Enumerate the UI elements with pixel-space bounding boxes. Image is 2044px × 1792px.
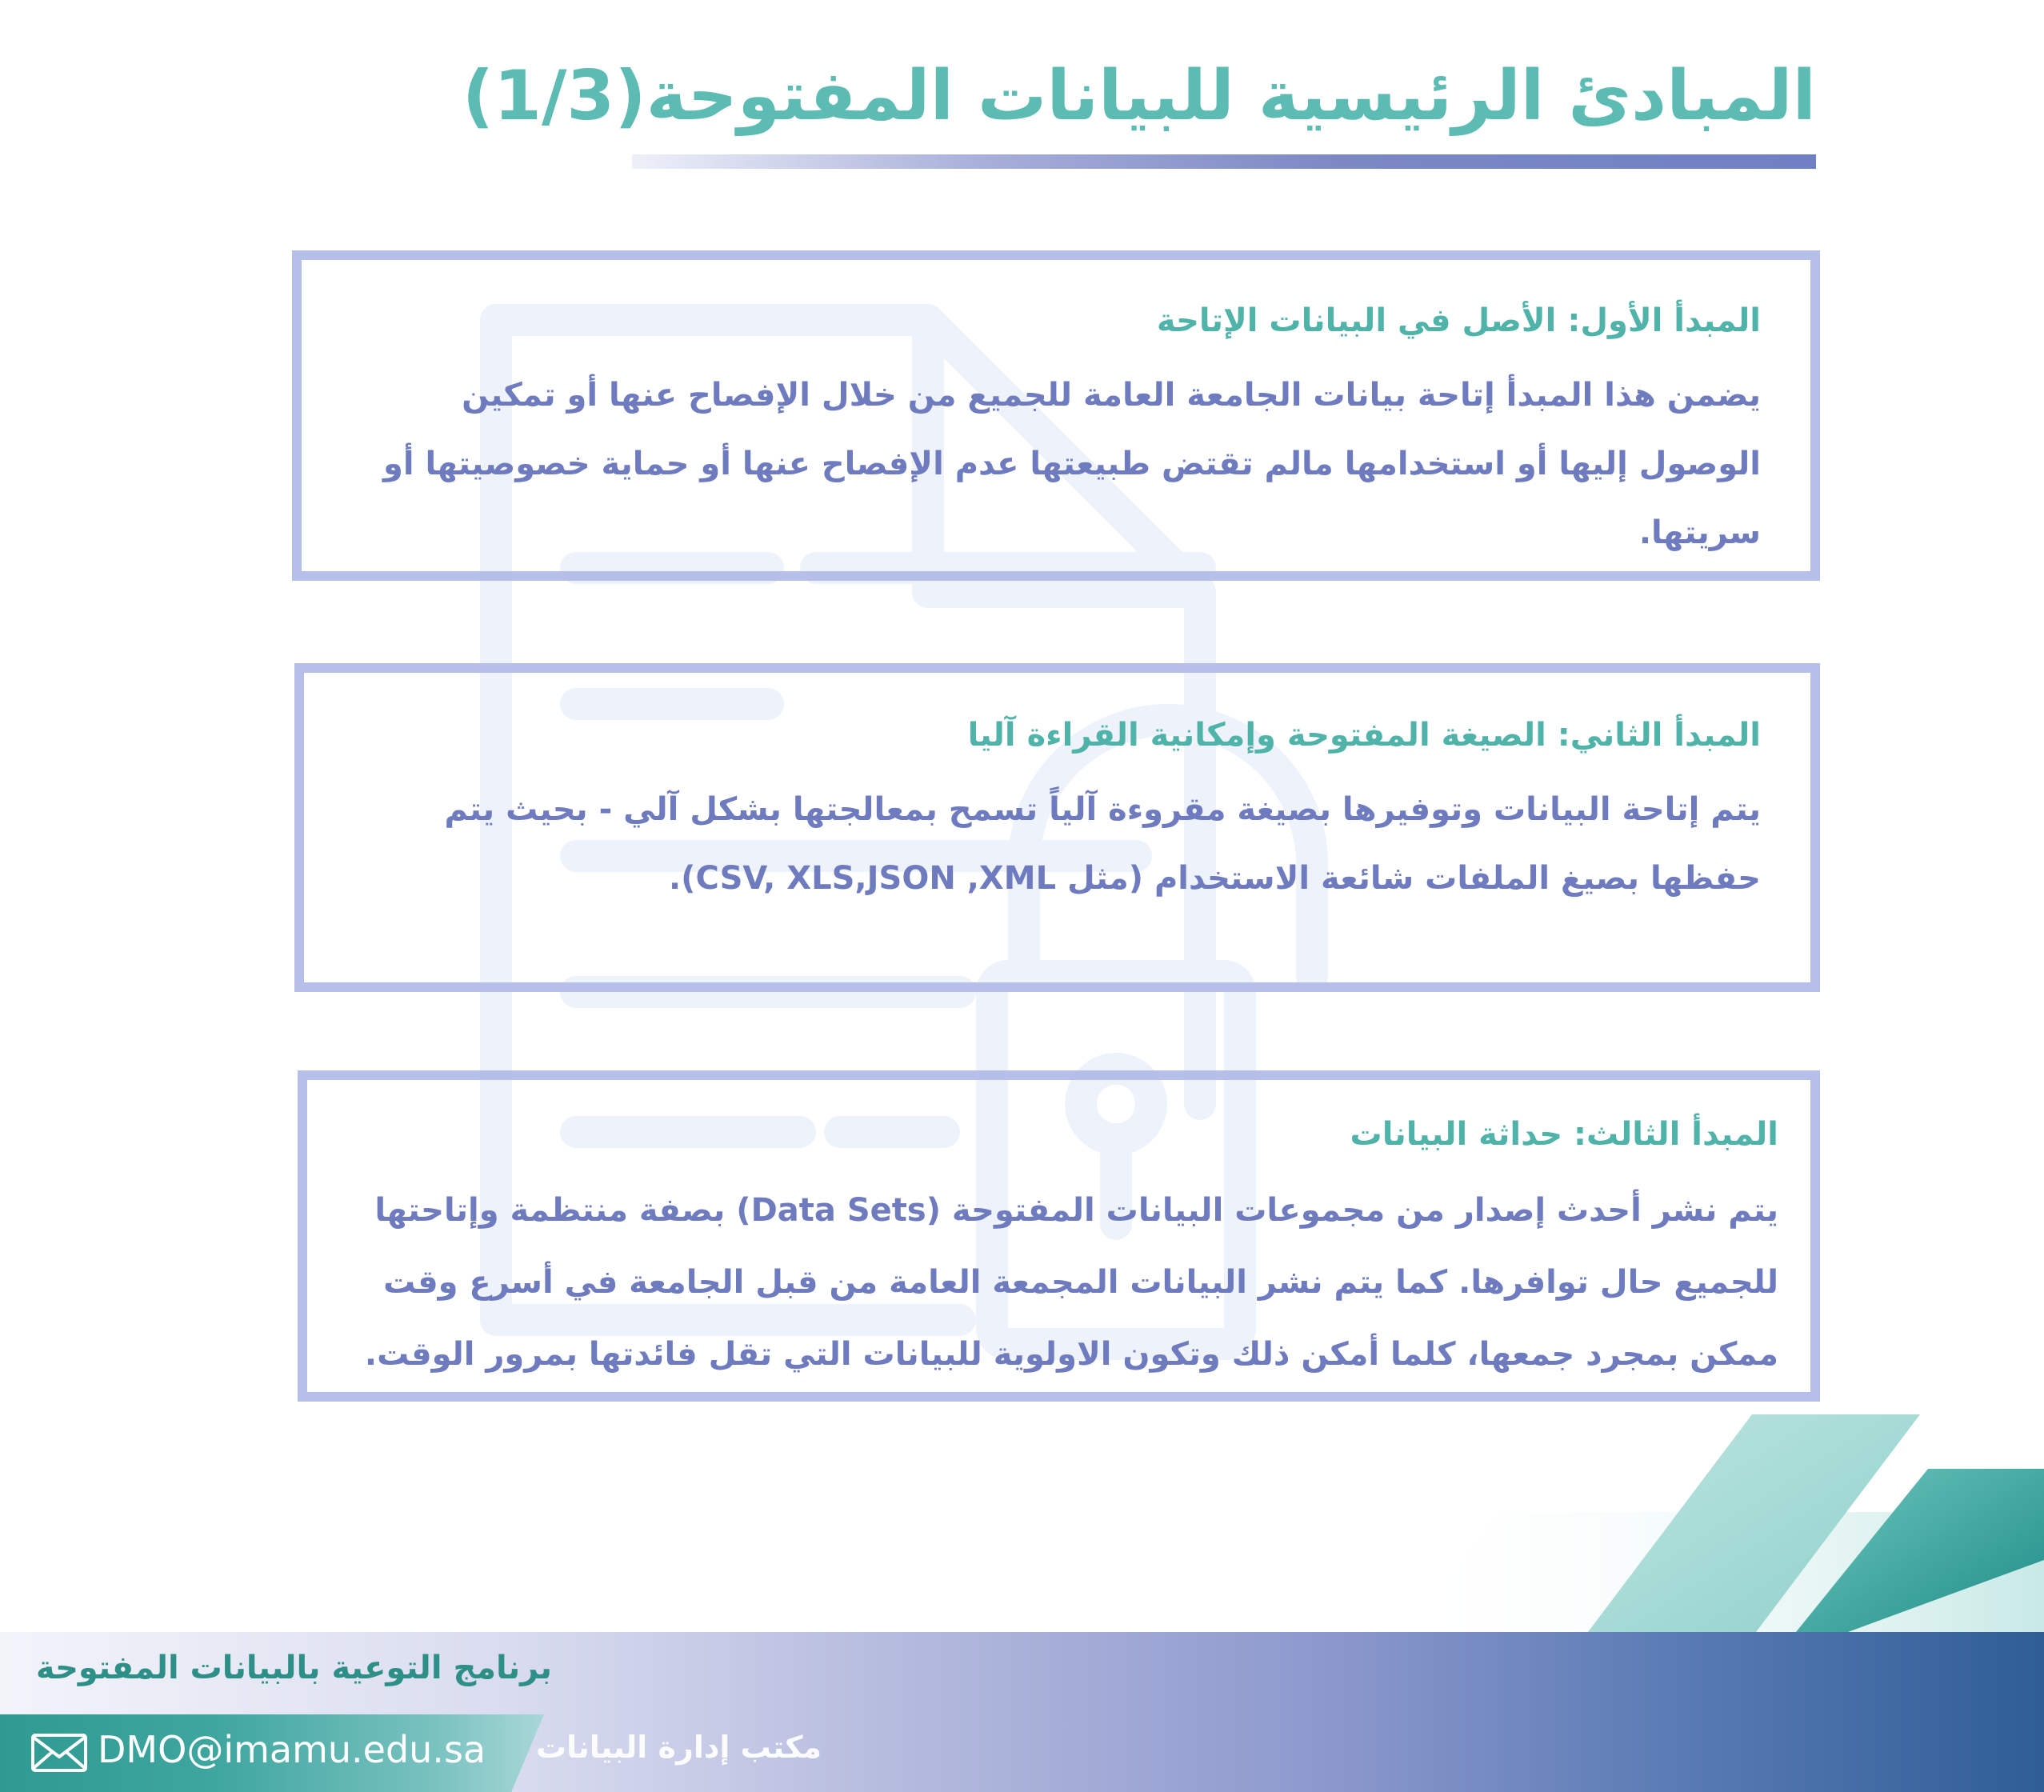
principle-1-heading: المبدأ الأول: الأصل في البيانات الإتاحة <box>1156 302 1761 339</box>
program-name: برنامج التوعية بالبيانات المفتوحة <box>35 1650 552 1686</box>
principle-card-3 <box>298 1070 1820 1402</box>
principle-2-heading: المبدأ الثاني: الصيغة المفتوحة وإمكانية القراءة آليا <box>967 717 1761 754</box>
envelope-icon <box>30 1733 88 1773</box>
title-underline <box>632 154 1816 169</box>
principle-3-heading: المبدأ الثالث: حداثة البيانات <box>1350 1116 1778 1153</box>
principle-card-1 <box>292 250 1820 581</box>
contact-email-link[interactable]: DMO@imamu.edu.sa <box>98 1728 486 1771</box>
principle-3-body: يتم نشر أحدث إصدار من مجموعات البيانات المفتوحة (Data Sets) بصفة منتظمة وإتاحتها للجميع حال توافرها. كما يتم نشر البيانات المجمعة العامة من قبل الجامعة في أسرع وقت ممكن بمجرد جمعها، كلما أمكن ذلك وتكون الاولوية للبيانات التي تقل فائدتها بمرور الوقت. <box>364 1192 1778 1373</box>
principle-card-2 <box>294 663 1820 992</box>
principle-1-body: يضمن هذا المبدأ إتاحة بيانات الجامعة العامة للجميع من خلال الإفصاح عنها أو تمكين الوصول إليها أو استخدامها مالم تقتض طبيعتها عدم الإفصاح عنها أو حماية خصوصيتها أو سريتها. <box>382 377 1761 551</box>
office-name: مكتب إدارة البيانات <box>536 1730 822 1765</box>
principle-2-body: يتم إتاحة البيانات وتوفيرها بصيغة مقروءة آلياً تسمح بمعالجتها بشكل آلي - بحيث يتم حفظها بصيغ الملفات شائعة الاستخدام (مثل CSV, XLS,JSON ,XML). <box>444 791 1761 897</box>
page-title: المبادئ الرئيسية للبيانات المفتوحة(1/3) <box>462 56 1816 136</box>
